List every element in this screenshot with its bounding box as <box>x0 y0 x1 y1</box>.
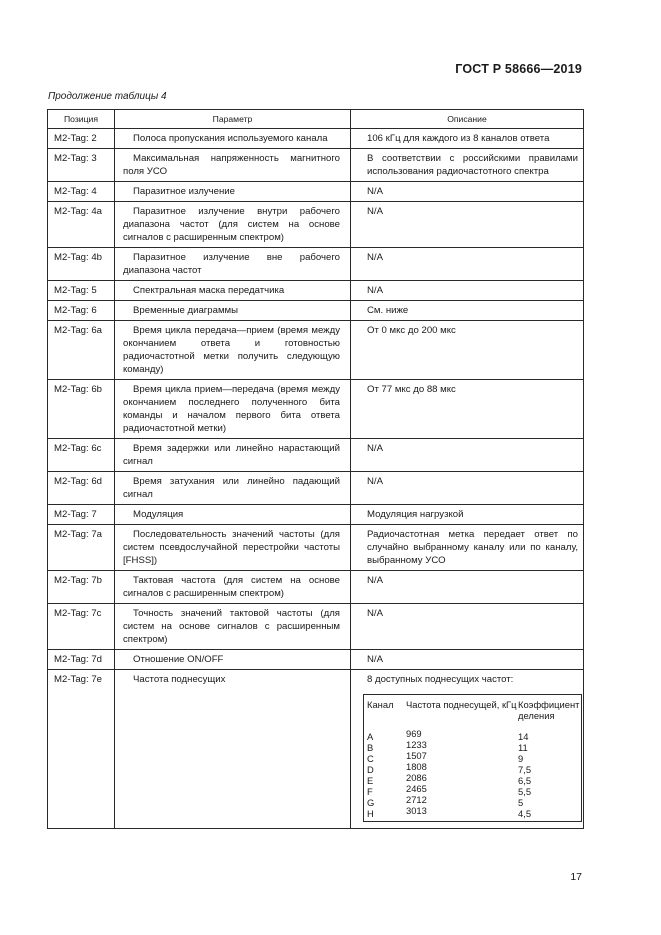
row-parameter: Время цикла передача—прием (время между окончанием ответа и готовностью радиочастотной метки получить следующую команду) <box>115 321 351 380</box>
sub-frequency: 2465 <box>406 783 427 794</box>
sub-channel: C <box>367 753 374 764</box>
table-row <box>48 321 584 380</box>
table-row <box>48 248 584 281</box>
sub-channel: E <box>367 775 374 786</box>
row-position: M2-Tag: 6b <box>48 380 115 439</box>
sub-coefficient: 5 <box>518 797 524 808</box>
row-parameter: Отношение ON/OFF <box>115 650 351 670</box>
row-position: M2-Tag: 2 <box>48 129 115 149</box>
document-standard-header: ГОСТ Р 58666—2019 <box>455 62 582 76</box>
row-description: N/A <box>351 571 584 604</box>
column-header-description: Описание <box>351 110 584 129</box>
row-position: M2-Tag: 7 <box>48 505 115 525</box>
row-description: Модуляция нагрузкой <box>351 505 584 525</box>
subcarrier-table-header <box>367 699 580 721</box>
row-position: M2-Tag: 6d <box>48 472 115 505</box>
row-description: N/A <box>351 472 584 505</box>
sub-coefficient: 5,5 <box>518 786 532 797</box>
row-parameter: Время задержки или линейно нарастающий сигнал <box>115 439 351 472</box>
table-row <box>48 505 584 525</box>
row-description: См. ниже <box>351 301 584 321</box>
table-row <box>48 129 584 149</box>
sub-frequency: 1233 <box>406 739 427 750</box>
row-position: M2-Tag: 5 <box>48 281 115 301</box>
table-row <box>48 525 584 571</box>
row-position: M2-Tag: 6 <box>48 301 115 321</box>
table-row <box>48 439 584 472</box>
parameters-table <box>47 109 584 829</box>
row-position: M2-Tag: 6c <box>48 439 115 472</box>
row-position: M2-Tag: 4 <box>48 182 115 202</box>
row-description: N/A <box>351 248 584 281</box>
row-description: Радиочастотная метка передает ответ по случайно выбранному каналу или по каналу, выбранному УСО <box>351 525 584 571</box>
table-row <box>48 571 584 604</box>
subcarrier-table <box>363 694 582 822</box>
row-parameter: Полоса пропускания используемого канала <box>115 129 351 149</box>
sub-header-channel: Канал <box>367 699 394 710</box>
row-position: M2-Tag: 7e <box>48 670 115 829</box>
row-position: M2-Tag: 4b <box>48 248 115 281</box>
sub-frequency: 2086 <box>406 772 427 783</box>
row-description: В соответствии с российскими правилами использования радиочастотного спектра <box>351 149 584 182</box>
sub-frequency: 969 <box>406 728 422 739</box>
row-parameter: Спектральная маска передатчика <box>115 281 351 301</box>
table-row <box>48 149 584 182</box>
sub-channel: H <box>367 808 374 819</box>
table-row <box>48 670 584 829</box>
row-position: M2-Tag: 7d <box>48 650 115 670</box>
row-position: M2-Tag: 4a <box>48 202 115 248</box>
table-row <box>48 604 584 650</box>
table-row <box>48 202 584 248</box>
table-row <box>48 472 584 505</box>
row-parameter: Временные диаграммы <box>115 301 351 321</box>
row-description: N/A <box>351 604 584 650</box>
sub-coefficient: 4,5 <box>518 808 532 819</box>
row-parameter: Паразитное излучение вне рабочего диапазона частот <box>115 248 351 281</box>
sub-coefficient: 7,5 <box>518 764 532 775</box>
row-description: От 77 мкс до 88 мкс <box>351 380 584 439</box>
row-parameter: Последовательность значений частоты (для систем псевдослучайной перестройки частоты [FHSS]) <box>115 525 351 571</box>
row-description: N/A <box>351 202 584 248</box>
column-header-parameter: Параметр <box>115 110 351 129</box>
sub-header-coefficient: Коэффициент деления <box>518 699 580 721</box>
row-description: N/A <box>351 281 584 301</box>
row-parameter: Паразитное излучение <box>115 182 351 202</box>
row-description: От 0 мкс до 200 мкс <box>351 321 584 380</box>
sub-channel: B <box>367 742 374 753</box>
sub-coefficient: 14 <box>518 731 529 742</box>
table-row <box>48 650 584 670</box>
row-parameter: Частота поднесущих <box>115 670 351 829</box>
row-parameter: Паразитное излучение внутри рабочего диапазона частот (для систем на основе сигналов с расширенным спектром) <box>115 202 351 248</box>
row-parameter: Время цикла прием—передача (время между окончанием последнего полученного бита команды и началом первого бита ответа радиочастотной метки) <box>115 380 351 439</box>
row-parameter: Время затухания или линейно падающий сигнал <box>115 472 351 505</box>
row-parameter: Модуляция <box>115 505 351 525</box>
sub-frequency: 3013 <box>406 805 427 816</box>
table-caption: Продолжение таблицы 4 <box>48 91 167 102</box>
sub-channel: A <box>367 731 374 742</box>
sub-coefficient: 6,5 <box>518 775 532 786</box>
table-body <box>48 129 584 670</box>
row-position: M2-Tag: 7c <box>48 604 115 650</box>
row-parameter: Максимальная напряженность магнитного поля УСО <box>115 149 351 182</box>
sub-channel: F <box>367 786 373 797</box>
sub-frequency: 1507 <box>406 750 427 761</box>
sub-coefficient: 11 <box>518 742 528 753</box>
row-position: M2-Tag: 7a <box>48 525 115 571</box>
row-position: M2-Tag: 7b <box>48 571 115 604</box>
row-description: N/A <box>351 439 584 472</box>
table-row <box>48 182 584 202</box>
table-header-row <box>48 110 584 129</box>
row-description: 106 кГц для каждого из 8 каналов ответа <box>351 129 584 149</box>
sub-header-frequency: Частота поднесущей, кГц <box>406 699 517 710</box>
row-description <box>351 670 584 829</box>
row-description: N/A <box>351 650 584 670</box>
column-header-position: Позиция <box>48 110 115 129</box>
page-number: 17 <box>570 871 582 883</box>
row-position: M2-Tag: 6a <box>48 321 115 380</box>
row-parameter: Точность значений тактовой частоты (для систем на основе сигналов с расширенным спектром) <box>115 604 351 650</box>
sub-coefficient: 9 <box>518 753 524 764</box>
row-position: M2-Tag: 3 <box>48 149 115 182</box>
table-row <box>48 281 584 301</box>
table-row <box>48 380 584 439</box>
subcarrier-rows <box>367 728 577 819</box>
row-description: N/A <box>351 182 584 202</box>
subcarrier-row <box>367 805 577 819</box>
sub-frequency: 1808 <box>406 761 427 772</box>
sub-channel: D <box>367 764 374 775</box>
table-row <box>48 301 584 321</box>
subcarrier-intro: 8 доступных поднесущих частот: <box>367 674 514 685</box>
sub-channel: G <box>367 797 375 808</box>
row-parameter: Тактовая частота (для систем на основе сигналов с расширенным спектром) <box>115 571 351 604</box>
sub-frequency: 2712 <box>406 794 427 805</box>
